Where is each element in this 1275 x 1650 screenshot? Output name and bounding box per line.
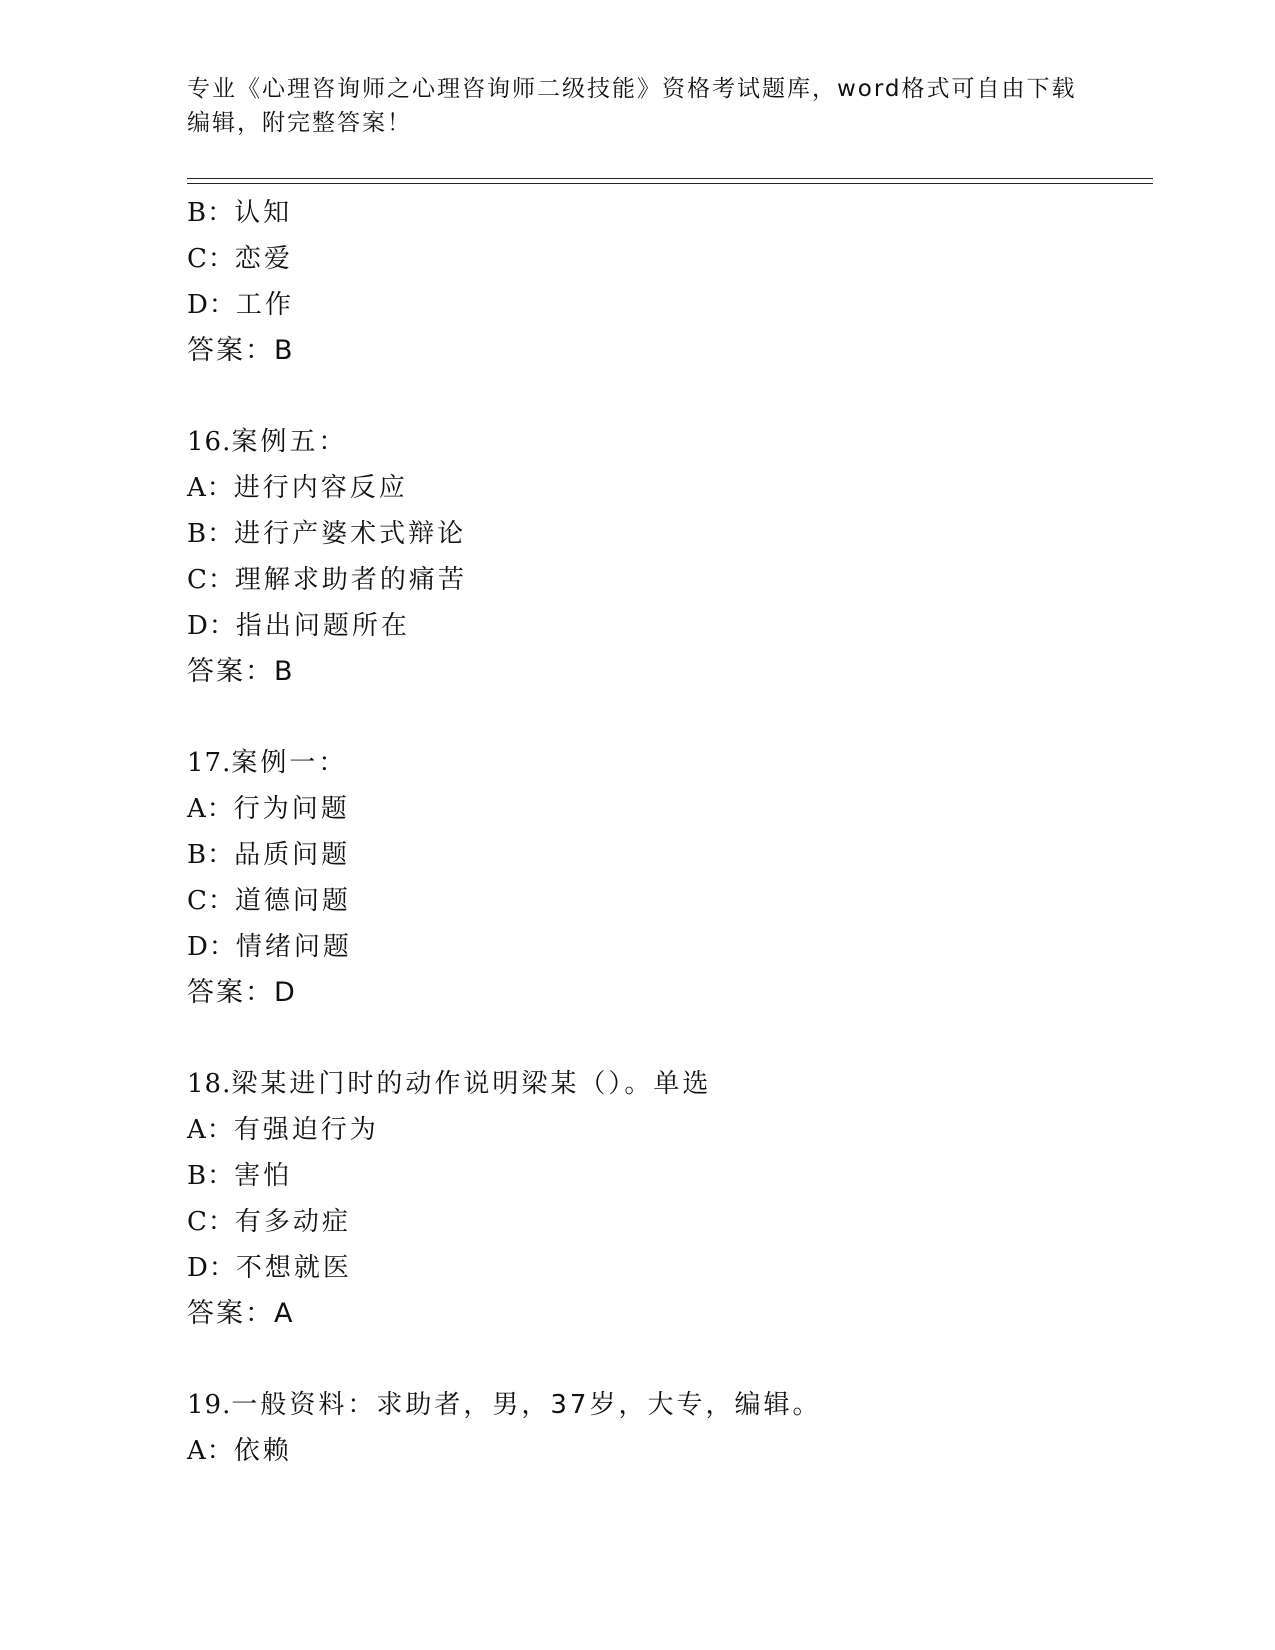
header-divider-top [187, 178, 1153, 179]
question-stem: 梁某进门时的动作说明梁某（）。单选 [231, 1069, 712, 1099]
answer-line: 答案：B [187, 656, 295, 687]
option-text: 行为问题 [233, 794, 350, 824]
question-stem: 案例一： [231, 748, 348, 778]
option-letter: C： [187, 1207, 235, 1237]
option-letter: D： [187, 611, 236, 641]
option-letter: B： [187, 1161, 235, 1191]
option-text: 工作 [235, 290, 294, 320]
header-line-1: 专业《心理咨询师之心理咨询师二级技能》资格考试题库，word格式可自由下载 [187, 76, 1077, 102]
option-row [187, 786, 1153, 832]
option-row [187, 190, 1153, 236]
option-letter: C： [187, 244, 235, 274]
option-row [187, 878, 1153, 924]
partial-question [187, 190, 1153, 374]
question-number: 18. [187, 1069, 232, 1099]
question-stem-row [187, 419, 1153, 465]
document-header [187, 72, 1087, 140]
question-18 [187, 1061, 1153, 1337]
option-row [187, 924, 1153, 970]
answer-line: 答案：A [187, 1298, 295, 1329]
option-letter: D： [187, 932, 236, 962]
option-row [187, 1428, 1153, 1474]
option-text: 有多动症 [234, 1207, 351, 1237]
option-letter: B： [187, 519, 235, 549]
option-letter: D： [187, 1253, 236, 1283]
option-text: 情绪问题 [235, 932, 352, 962]
question-number: 19. [187, 1390, 232, 1420]
option-text: 有强迫行为 [233, 1115, 379, 1145]
option-letter: D： [187, 290, 236, 320]
option-text: 品质问题 [234, 840, 351, 870]
option-row [187, 1245, 1153, 1291]
option-row [187, 557, 1153, 603]
option-text: 不想就医 [235, 1253, 352, 1283]
question-stem-row [187, 1382, 1153, 1428]
question-number: 16. [187, 427, 232, 457]
option-letter: B： [187, 840, 235, 870]
option-text: 理解求助者的痛苦 [234, 565, 467, 595]
option-row [187, 465, 1153, 511]
header-line-2: 编辑，附完整答案！ [187, 110, 412, 136]
option-text: 依赖 [233, 1436, 292, 1466]
option-row [187, 282, 1153, 328]
option-row [187, 603, 1153, 649]
spacer [187, 374, 1153, 419]
question-number: 17. [187, 748, 232, 778]
option-row [187, 236, 1153, 282]
option-row [187, 832, 1153, 878]
option-text: 认知 [234, 198, 293, 228]
question-stem: 案例五： [231, 427, 348, 457]
question-stem-row [187, 740, 1153, 786]
option-letter: C： [187, 886, 235, 916]
answer-line: 答案：B [187, 335, 295, 366]
option-text: 进行内容反应 [233, 473, 408, 503]
option-letter: A： [187, 794, 234, 824]
header-divider-bottom [187, 183, 1153, 184]
question-stem-row [187, 1061, 1153, 1107]
question-16 [187, 419, 1153, 695]
option-letter: C： [187, 565, 235, 595]
option-letter: B： [187, 198, 235, 228]
answer-line: 答案：D [187, 977, 297, 1008]
question-stem: 一般资料：求助者，男，37岁，大专，编辑。 [231, 1390, 822, 1420]
option-text: 道德问题 [234, 886, 351, 916]
question-17 [187, 740, 1153, 1016]
option-row [187, 511, 1153, 557]
option-text: 恋爱 [234, 244, 293, 274]
option-text: 进行产婆术式辩论 [234, 519, 467, 549]
option-row [187, 1199, 1153, 1245]
question-list [187, 190, 1153, 1474]
spacer [187, 1337, 1153, 1382]
option-text: 害怕 [234, 1161, 293, 1191]
option-row [187, 1107, 1153, 1153]
option-row [187, 1153, 1153, 1199]
option-letter: A： [187, 473, 234, 503]
option-letter: A： [187, 1115, 234, 1145]
option-letter: A： [187, 1436, 234, 1466]
question-19 [187, 1382, 1153, 1474]
spacer [187, 1016, 1153, 1061]
option-text: 指出问题所在 [235, 611, 410, 641]
spacer [187, 695, 1153, 740]
